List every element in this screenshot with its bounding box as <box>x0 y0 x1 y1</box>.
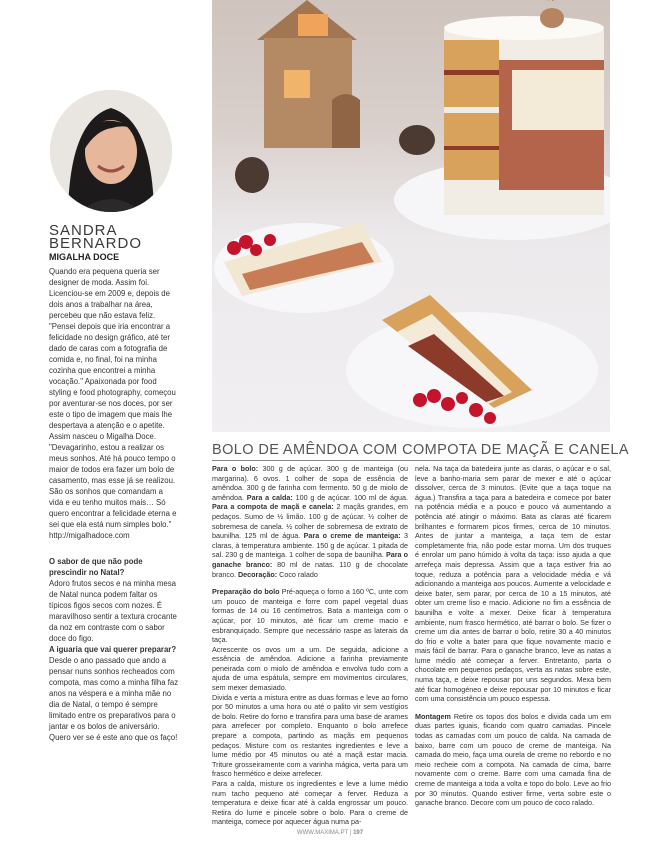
pinecone <box>399 125 435 155</box>
recipe-column-2 <box>415 464 611 816</box>
author-first-name: SANDRA <box>49 222 118 239</box>
sidebar-text <box>49 266 179 743</box>
montagem-label: Montagem <box>415 711 451 721</box>
author-last-name: BERNARDO <box>49 235 143 252</box>
plate-slice-left <box>214 222 394 313</box>
question-2: A iguaria que vai querer preparar? <box>49 645 177 654</box>
montagem-paragraph <box>415 712 611 808</box>
ing-ganache-label: Para o ganache branco: <box>212 550 409 569</box>
ing-compota: 2 maçãs grandes, em pedaços. Sumo de ½ limão. 100 g de açúcar. ½ colher de sobremesa de canela. ½ colher de sobremesa de extrato de baunilha. 125 ml de água. <box>212 502 408 541</box>
prep-text-2: Acrescente os ovos um a um. De seguida, adicione a essência de amêndoa. Adicione a farinha previamente peneirada com o miolo de amêndoa e envolva tudo com a ajuda de uma espátula, sempre em movimentos circulares, sem mexer demasiado. <box>212 644 408 693</box>
montagem-text: Retire os topos dos bolos e divida cada um em duas partes iguais, ficando com quatro camadas. Pincele todas as camadas com um pouco de calda. Na camada de baixo, barre com um pouco de creme de manteiga. Na camada do meio, faça uma ourela de creme no rebordo e no meio recheie com a compota. Na camada de cima, barre novamente com o creme. Barre com uma camada fina de creme de manteiga a toda a volta e topo do bolo. Leve ao frio por 30 minutos. Quando estiver firme, verta sobre este o ganache branco. Decore com um pouco de coco ralado. <box>415 711 612 808</box>
prep-paragraph <box>212 587 408 645</box>
prep-label: Preparação do bolo <box>212 587 280 597</box>
recipe-column-1 <box>212 464 408 835</box>
ing-bolo: 300 g de açúcar. 300 g de manteiga (ou margarina). 6 ovos. 1 colher de sopa de essência de amêndoa. 300 g de farinha com fermento. 50 g de miolo de amêndoa. <box>212 464 408 502</box>
blog-name: MIGALHA DOCE <box>49 252 120 262</box>
prep-text-3: Divida e verta a mistura entre as duas formas e leve ao forno por 50 minutos a uma hora ou até o palito vir sem vestígios de bolo. Retire do forno e transfira para uma base de arames para arrefecer por completo. Enquanto o bolo arrefece prepare a compota, partindo as maçãs em pequenos pedaços. Misture com os restantes ingredientes e leve a lume médio por 45 minutos ou até a maçã estar macia. Triture grosseiramente com a varinha mágica, verta para um frasco hermético e deixe arrefecer. <box>212 692 408 779</box>
prep-text: Pré-aqueça o forno a 160 ºC, unte com um pouco de manteiga e forre com papel vegetal duas formas de 14 ou 16 centímetros. Bata a manteiga com o açúcar, por 10 minutos, até ficar um creme macio e esbranquiçado. Sempre que necessário raspe as laterais da taça. <box>212 587 408 645</box>
recipe-title: BOLO DE AMÊNDOA COM COMPOTA DE MAÇÃ E CANELA <box>212 442 610 461</box>
answer-2: Desde o ano passado que ando a pensar nuns sonhos recheados com compota, mas como a minha filha faz anos na véspera e a minha mãe no dia de Natal, o tempo é sempre limitado entre os preparativos para o jantar e os bolos de aniversário. Quero ver se é este ano que os faço! <box>49 656 179 742</box>
ing-decor-label: Decoração: <box>237 569 278 579</box>
footer-site: WWW.MAXIMA.PT <box>296 830 349 836</box>
portrait-illustration <box>50 90 172 212</box>
ing-bolo-label: Para o bolo: <box>212 464 259 473</box>
footer-page: 197 <box>353 830 364 836</box>
author-portrait <box>50 90 172 212</box>
layer-cake <box>444 0 604 215</box>
prep-text-4: Para a calda, misture os ingredientes e leve a lume médio num tacho pequeno até começar a ferver. Reduza a temperatura e deixe ficar até à calda engrossar um pouco. Retira do lume e pincele sobre o bolo. Para o creme de manteiga, comece por aquecer água numa pa- <box>212 779 408 827</box>
author-name <box>49 224 142 250</box>
ing-decor: Coco ralado <box>279 569 318 579</box>
ing-calda-label: Para a calda: <box>246 492 293 502</box>
pinecone <box>235 157 269 193</box>
question-1: O sabor de que não pode prescindir no Natal? <box>49 557 143 577</box>
answer-1: Adoro frutos secos e na minha mesa de Natal nunca podem faltar os típicos figos secos com nozes. É maravilhoso sentir a textura crocante da noz em contraste com o sabor doce do figo. <box>49 579 177 643</box>
plate-slice-right <box>346 295 598 428</box>
cake-illustration <box>212 0 610 432</box>
ing-creme: 3 claras, à temperatura ambiente. 150 g de açúcar. 1 pitada de sal. 230 g de manteiga. 1 colher de sopa de baunilha. <box>212 531 409 560</box>
ingredients <box>212 464 408 579</box>
gingerbread-house <box>257 0 360 148</box>
ing-calda: 100 g de açúcar. 100 ml de água. <box>295 492 408 502</box>
ing-creme-label: Para o creme de manteiga: <box>303 531 401 541</box>
author-bio: Quando era pequena queria ser designer de moda. Assim foi. Licenciou-se em 2009 e, depois de dois anos a trabalhar na área, percebeu que não estava feliz. "Pensei depois que iria encontrar a felicidade no design gráfico, até ter dado de caras com a fotografia de comida e, no final, foi na minha cozinha que encontrei a minha vocação." Apaixonada por food styling e food photography, começou por aventurar-se nos doces, por ser este o tipo de imagem que mais lhe despertava a atenção e o apetite. Assim nasceu o Migalha Doce. "Devagarinho, estou a realizar os meus sonhos. Até há pouco tempo o maior de todos era fazer um bolo de casamento, mas esse já se realizou. São os sonhos que comandam a vida e eu tenho muitos mais… Só quero encontrar a felicidade eterna e sei que ela está num simples bolo." http://migalhadoce.com <box>49 267 177 540</box>
hero-photo <box>212 0 610 432</box>
col3-text: nela. Na taça da batedeira junte as claras, o açúcar e o sal, leve a banho-maria sem parar de mexer e até o açúcar dissolver, cerca de 3 minutos. (Evite que a taça toque na água.) Transfira a taça para a batedeira e comece por bater na potência média e a pouco e pouco vá aumentando a potência até atingir o máximo. Bata as claras até ficarem brilhantes e formarem picos firmes, cerca de 10 minutos. Antes de juntar a manteiga, a taça tem de estar completamente fria, não pode estar morna. Um dos truques é enrolar um pano húmido à volta da taça: isso ajuda a que arrefeça mais depressa. Assim que a taça estiver fria ao toque, reduza a potência para a velocidade média e vá adicionando a manteiga aos poucos. Aumente a velocidade e deixe bater, sem parar, por cerca de 10 a 15 minutos, até obter um creme liso e macio. Adicione no fim a essência de baunilha e volte a mexer. Deixe ficar à temperatura ambiente, num frasco hermético, até barrar o bolo. Se fizer o creme um dia antes de barrar o bolo, retire 30 a 40 minutos do frio e volte a bater para que fique novamente macio e mais fácil de barrar. Para o ganache branco, leve as natas a lume médio até começar a ferver. Entretanto, parta o chocolate em pequenos pedaços, verta as natas sobre este, numa taça, e deixe repousar por uns segundos. Mexa bem até ficar homogéneo e deixe repousar por 10 minutos e ficar com uma consistência um pouco espessa. <box>415 464 611 704</box>
page-footer: WWW.MAXIMA.PT | 197 <box>296 830 364 836</box>
ing-compota-label: Para a compota de maçã e canela: <box>212 502 334 512</box>
ing-ganache: 80 ml de natas. 110 g de chocolate branco. <box>212 559 409 579</box>
